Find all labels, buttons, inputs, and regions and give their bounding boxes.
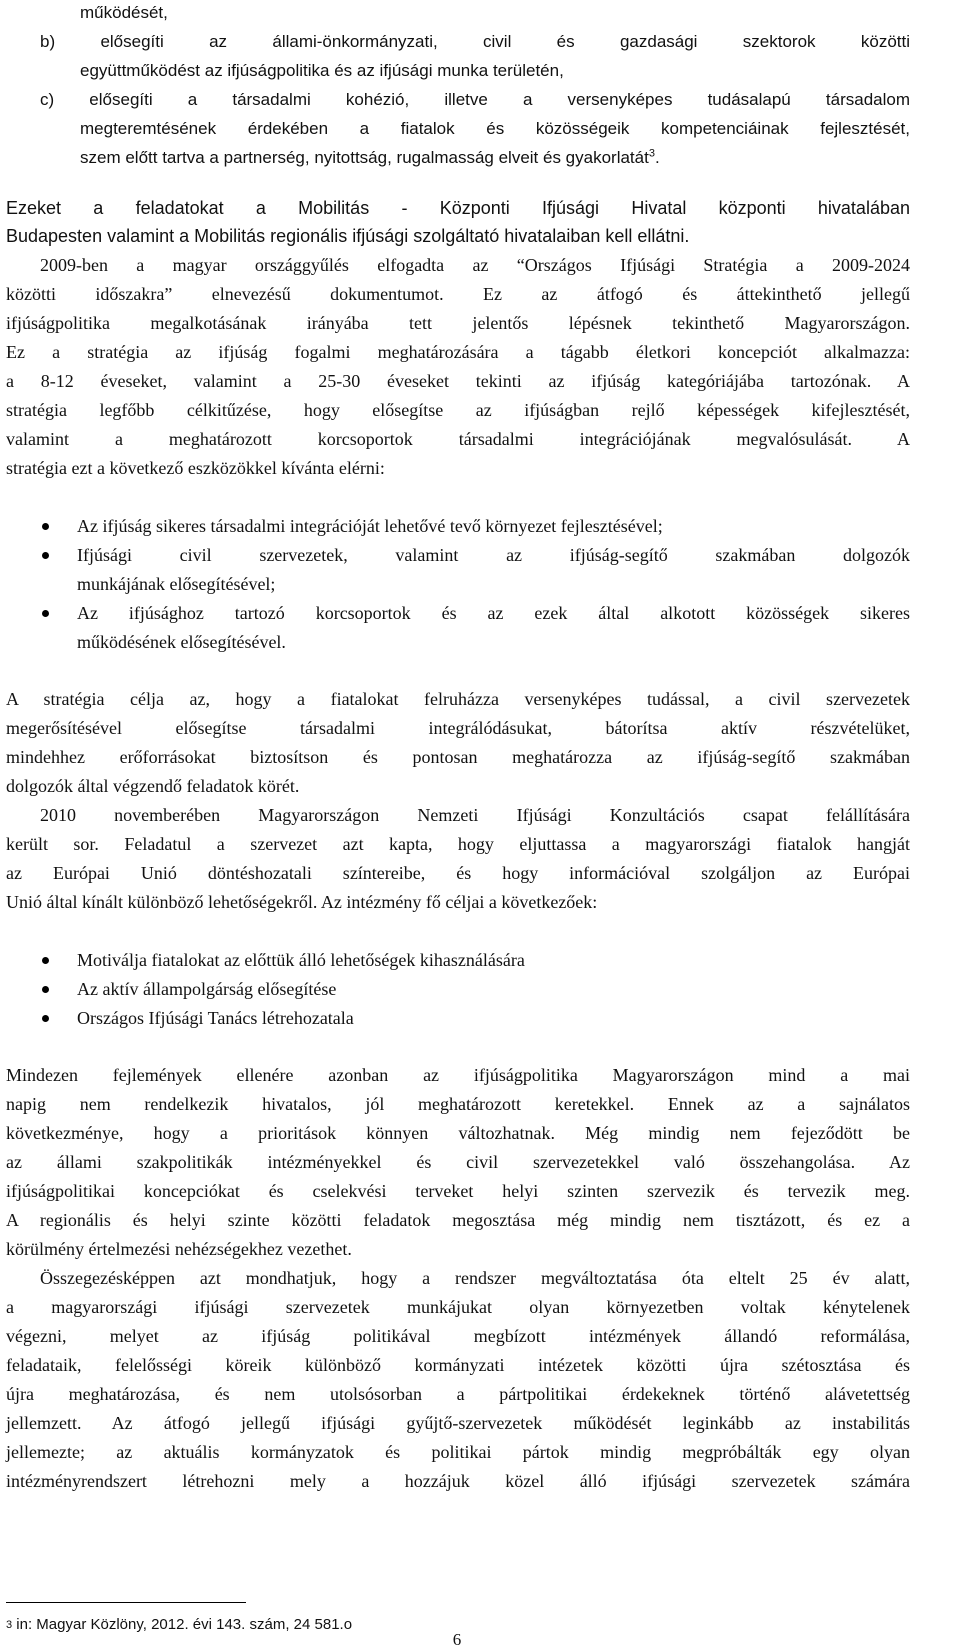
bullet-icon [42,1015,49,1022]
text-line: jellemezte; az aktuális kormányzatok és politikai pártok mindig megpróbálták egy olyan [6,1442,910,1462]
text-line: mindehhez erőforrásokat biztosítson és pontosan meghatározza az ifjúság-segítő szakmában [6,747,910,767]
text-line: újra meghatározása, és nem utolsósorban a pártpolitikai érdekeknek történő alávetettség [6,1384,910,1404]
text-line: közötti időszakra” elnevezésű dokumentumot. Ez az átfogó és áttekinthető jellegű [6,284,910,304]
text-line: megteremtésének érdekében a fiatalok és közösségeik kompetenciáinak fejlesztését, [80,119,910,138]
footnote-text: in: Magyar Közlöny, 2012. évi 143. szám, 24 581.o [16,1616,353,1633]
list-item: Az ifjúsághoz tartozó korcsoportok és az ezek által alkotott közösségek sikeres [77,603,910,623]
list-item: Az aktív állampolgárság elősegítése [77,979,337,999]
text-line: a magyarországi ifjúsági szervezetek munkájukat olyan környezetben voltak kénytelenek [6,1297,910,1317]
bullet-icon [42,610,49,617]
text-line: napig nem rendelkezik hivatalos, jól meghatározott keretekkel. Ennek az a sajnálatos [6,1094,910,1114]
text-line: intézményrendszert létrehozni mely a hozzájuk közel álló ifjúsági szervezetek számára [6,1471,910,1491]
footnote-reference: 3 [648,147,655,160]
bullet-icon [42,957,49,964]
text-line: Ez a stratégia az ifjúság fogalmi meghatározására a tágabb életkori koncepciót alkalmazza: [6,342,910,362]
text-line: szem előtt tartva a partnerség, nyitottság, rugalmasság elveit és gyakorlatát$^3$. [80,147,660,167]
text-line: Ezeket a feladatokat a Mobilitás - Központi Ifjúsági Hivatal központi hivatalában [6,198,910,218]
text-line: Összegezésképpen azt mondhatjuk, hogy a rendszer megváltoztatása óta eltelt 25 év alatt, [40,1268,910,1288]
text-line: c) elősegíti a társadalmi kohézió, illetve a versenyképes tudásalapú társadalom [40,90,910,109]
text-line: került sor. Feladatul a szervezet azt kapta, hogy eljuttassa a magyarországi fiatalok hangját [6,834,910,854]
text-line: ifjúságpolitika megalkotásának irányába tett jelentős lépésnek tekinthető Magyarországon. [6,313,910,333]
text-line: együttműködést az ifjúságpolitika és az ifjúsági munka területén, [80,61,564,80]
text-line: stratégia legfőbb célkitűzése, hogy elősegítse az ifjúságban rejlő képességek kifejlesztését, [6,400,910,420]
text-line: Mindezen fejlemények ellenére azonban az ifjúságpolitika Magyarországon mind a mai [6,1065,910,1085]
footnote-number: 3 [6,1619,13,1631]
text-line: megerősítésével elősegítse társadalmi integrálódásukat, bátorítsa aktív részvételüket, [6,718,910,738]
text-line: stratégia ezt a következő eszközökkel kívánta elérni: [6,458,385,478]
text-line: Unió által kínált különböző lehetőségekről. Az intézmény fő céljai a következőek: [6,892,598,912]
list-item: működésének elősegítésével. [77,632,286,652]
bullet-icon [42,986,49,993]
text-line: A regionális és helyi szinte közötti feladatok megosztása még mindig nem tisztázott, és ez a [6,1210,910,1230]
list-item: munkájának elősegítésével; [77,574,276,594]
text-line: végezni, melyet az ifjúság politikával megbízott intézmények állandó reformálása, [6,1326,910,1346]
text-line: b) elősegíti az állami-önkormányzati, civil és gazdasági szektorok közötti [40,32,910,51]
bullet-icon [42,552,49,559]
list-item: Ifjúsági civil szervezetek, valamint az ifjúság-segítő szakmában dolgozók [77,545,910,565]
footnote-divider [6,1602,246,1603]
text-line: A stratégia célja az, hogy a fiatalokat felruházza versenyképes tudással, a civil szervezetek [6,689,910,709]
page-number: 6 [452,1630,462,1649]
text-line: az Európai Unió döntéshozatali színtereibe, és hogy információval szolgáljon az Európai [6,863,910,883]
bullet-icon [42,523,49,530]
text-line: az állami szakpolitikák intézményekkel és civil szervezetekkel való összehangolása. Az [6,1152,910,1172]
text-line: körülmény értelmezési nehézségekhez vezethet. [6,1239,352,1259]
text-line: Budapesten valamint a Mobilitás regionális ifjúsági szolgáltató hivatalaiban kell ellátni. [6,226,690,246]
text-line: 2009-ben a magyar országgyűlés elfogadta az “Országos Ifjúsági Stratégia a 2009-2024 [40,255,910,275]
text-line: dolgozók által végzendő feladatok körét. [6,776,300,796]
list-item: Az ifjúság sikeres társadalmi integrációját lehetővé tevő környezet fejlesztésével; [77,516,663,536]
text-line: feladataik, felelősségi köreik különböző kormányzati intézetek közötti újra szétosztása és [6,1355,910,1375]
text-line: valamint a meghatározott korcsoportok társadalmi integrációjának megvalósulását. A [6,429,910,449]
text-line: jellemzett. Az átfogó jellegű ifjúsági gyűjtő-szervezetek működését leginkább az instabilitás [6,1413,910,1433]
text-line: 2010 novemberében Magyarországon Nemzeti Ifjúsági Konzultációs csapat felállítására [40,805,910,825]
text-line: ifjúságpolitikai koncepciókat és cselekvési terveket helyi szinten szervezik és tervezik meg. [6,1181,910,1201]
text-line: működését, [80,3,168,22]
list-item: Motiválja fiatalokat az előttük álló lehetőségek kihasználására [77,950,525,970]
list-item: Országos Ifjúsági Tanács létrehozatala [77,1008,354,1028]
text-line: a 8-12 éveseket, valamint a 25-30 éveseket tekinti az ifjúság kategóriájába tartozónak. A [6,371,910,391]
text-line: következménye, hogy a prioritások könnyen változhatnak. Még mindig nem fejeződött be [6,1123,910,1143]
